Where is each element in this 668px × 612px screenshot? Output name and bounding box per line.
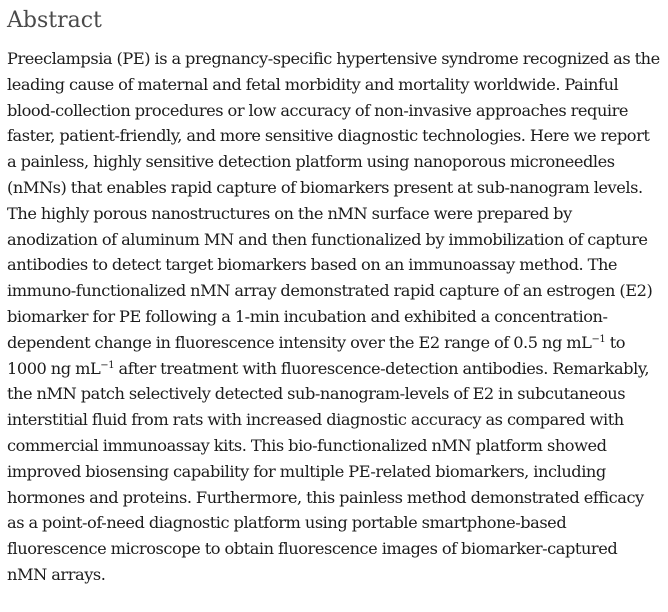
unit-superscript: −1 — [591, 333, 606, 345]
unit-superscript: −1 — [100, 359, 115, 371]
abstract-text-part-3: after treatment with fluorescence-detection antibodies. Remarkably, the nMN patch selectively detected sub-nanogram-levels of E2 in subcutaneous interstitial fluid from rats with increased diagnostic accuracy as compared with commercial immunoassay kits. This bio-functionalized nMN platform showed improved biosensing capability for multiple PE-related biomarkers, including hormones and proteins. Furthermore, this painless method demonstrated efficacy as a point-of-need diagnostic platform using portable smartphone-based fluorescence microscope to obtain fluorescence images of biomarker-captured nMN arrays. — [7, 358, 650, 584]
abstract-body — [7, 46, 661, 588]
abstract-text-part-1: Preeclampsia (PE) is a pregnancy-specific hypertensive syndrome recognized as the leading cause of maternal and fetal morbidity and mortality worldwide. Painful blood-collection procedures or low accuracy of non-invasive approaches require faster, patient-friendly, and more sensitive diagnostic technologies. Here we report a painless, highly sensitive detection platform using nanoporous microneedles (nMNs) that enables rapid capture of biomarkers present at sub-nanogram levels. The highly porous nanostructures on the nMN surface were prepared by anodization of aluminum MN and then functionalized by immobilization of capture antibodies to detect target biomarkers based on an immunoassay method. The immuno-functionalized nMN array demonstrated rapid capture of an estrogen (E2) biomarker for PE following a 1-min incubation and exhibited a concentration-dependent change in fluorescence intensity over the E2 range of 0.5 ng mL — [7, 49, 660, 352]
abstract-heading: Abstract — [7, 8, 102, 33]
abstract-section — [7, 6, 661, 588]
abstract-text-part-2: to 1000 ng mL — [7, 332, 626, 378]
